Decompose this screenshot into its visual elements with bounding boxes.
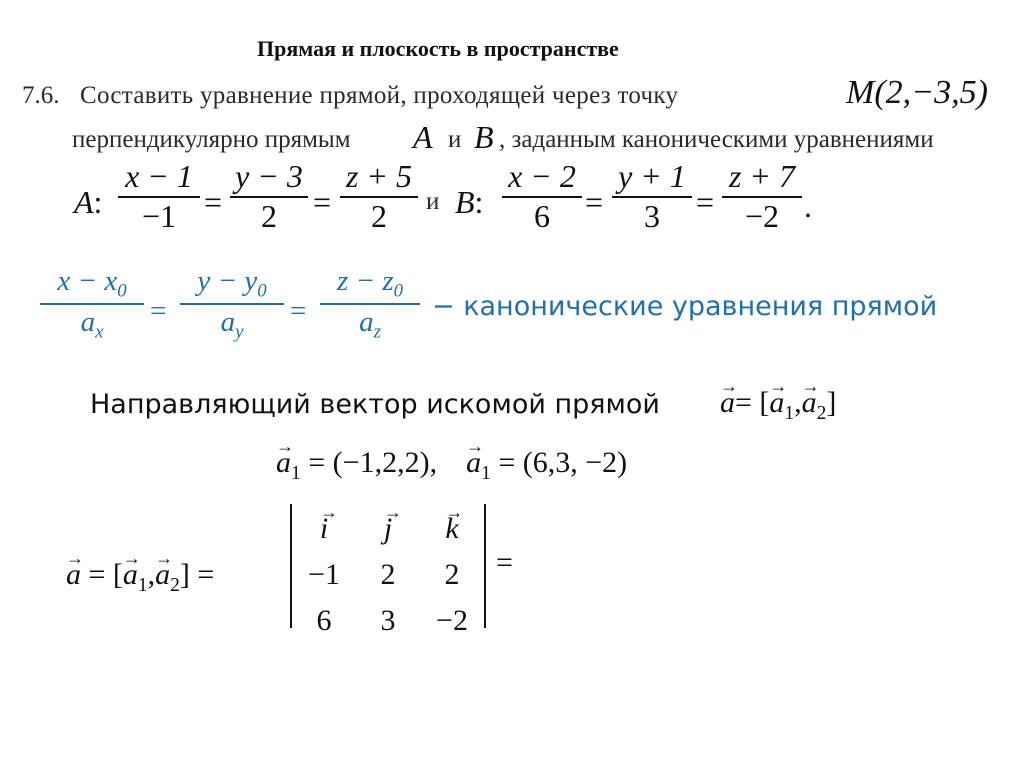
trailing-equals: = [496,546,513,579]
subscript: 2 [816,402,827,424]
eq-a-fz-num: z + 5 [345,158,413,194]
vector-a1-value: = (−1,2,2), [300,446,438,479]
canonical-fz-den-sub: z [373,321,381,343]
eq-b-fraction-x [502,160,582,233]
determinant-matrix [292,506,484,644]
problem-text-line2-end: , заданным каноническими уравнениями [499,126,934,153]
canonical-fraction-x [40,266,144,343]
eq-a-fy-num: y − 3 [235,158,303,194]
lhs-bracket-open: = [ [81,558,123,591]
matrix-cell: −1 [308,558,340,591]
canonical-fz-den: a [359,306,374,339]
lhs-bracket-close: ] = [179,558,215,591]
canonical-fy-den-sub: y [235,321,244,343]
canonical-fy-den: a [220,306,236,339]
equals-sign: = [313,184,332,220]
fraction-bar [180,303,284,305]
vector-a: → a [66,558,81,592]
eq-a-fraction-z [340,160,418,233]
lhs-comma: , [147,558,156,591]
vector-a2-value: = (6,3, −2) [490,446,628,479]
page-title: Прямая и плоскость в пространстве [257,36,619,61]
eq-b-fraction-y [612,160,692,233]
eq-a-label: A: [74,184,103,220]
eq-b-fraction-z [722,160,802,233]
equals-sign: = [290,295,307,327]
problem-number: 7.6. [22,82,60,109]
matrix-cell: 3 [380,604,396,637]
subscript: 1 [137,574,148,596]
conjunction-and: и [448,126,462,153]
eq-a-fraction-x [118,160,200,233]
canonical-fz-num: z − z [336,265,394,297]
eq-a-fx-den: −1 [141,197,177,234]
canonical-fy-num: y − y [197,265,258,297]
equals-sign: = [585,184,604,220]
vector-a1: → a [466,446,481,480]
fraction-bar [40,303,144,305]
eq-a-fraction-y [230,160,308,233]
subscript: 1 [291,462,301,484]
vector-a2: → a [802,386,817,420]
formula-comma: , [794,386,802,419]
subscript: 1 [784,402,795,424]
matrix-cell: 2 [444,558,460,591]
equals-sign: = [204,184,223,220]
vector-a1: → a [276,446,291,480]
equals-sign: = [696,184,715,220]
canonical-fraction-y [180,266,284,343]
line-a-label: A [413,119,433,155]
vector-a1: → a [123,558,138,592]
eq-a-fx-num: x − 1 [125,158,193,194]
matrix-cell: 2 [380,558,396,591]
eq-b-fy-num: y + 1 [618,158,686,194]
canonical-caption: − канонические уравнения прямой [432,291,938,322]
vector-values [276,446,627,485]
line-b-label: B [474,119,494,155]
matrix-cell: −2 [436,604,468,637]
eq-b-fx-num: x − 2 [508,158,576,194]
matrix-cell-j: → j [384,512,392,546]
equals-sign: = [150,295,167,327]
point-m: M(2,−3,5) [846,74,988,111]
canonical-fx-num: x − x [57,265,118,297]
canonical-fx-den-sub: x [95,321,104,343]
direction-vector-formula [720,386,836,425]
formula-bracket-close: ] [826,386,837,419]
canonical-fx-num-sub: 0 [117,280,127,302]
cross-product-lhs [66,558,214,597]
eq-b-label: B: [455,184,484,220]
canonical-fraction-z [320,266,420,343]
end-period: . [804,188,812,224]
canonical-fy-num-sub: 0 [257,280,267,302]
determinant-right-bar [484,504,486,628]
fraction-bar [320,303,420,305]
matrix-cell-k: → k [445,512,458,546]
eq-b-fz-den: −2 [744,197,780,234]
vector-a2: → a [155,558,170,592]
direction-vector-text: Направляющий вектор искомой прямой [90,389,660,420]
eq-b-fx-den: 6 [534,197,550,234]
vector-a: → a [720,386,735,420]
canonical-fx-den: a [80,306,96,339]
eq-b-fy-den: 3 [644,197,660,234]
formula-bracket-open: = [ [735,386,770,419]
problem-text-line1: Составить уравнение прямой, проходящей через точку [80,82,679,109]
subscript: 1 [481,462,491,484]
problem-text-line2: перпендикулярно прямым [72,126,351,153]
eq-b-fz-num: z + 7 [728,158,796,194]
matrix-cell-i: → i [320,512,328,546]
matrix-cell: 6 [316,604,332,637]
vector-a1: → a [769,386,784,420]
eq-a-fy-den: 2 [261,197,277,234]
canonical-fz-num-sub: 0 [393,280,404,302]
subscript: 2 [170,574,180,596]
conjunction-and: и [426,188,440,215]
eq-a-fz-den: 2 [371,197,387,234]
